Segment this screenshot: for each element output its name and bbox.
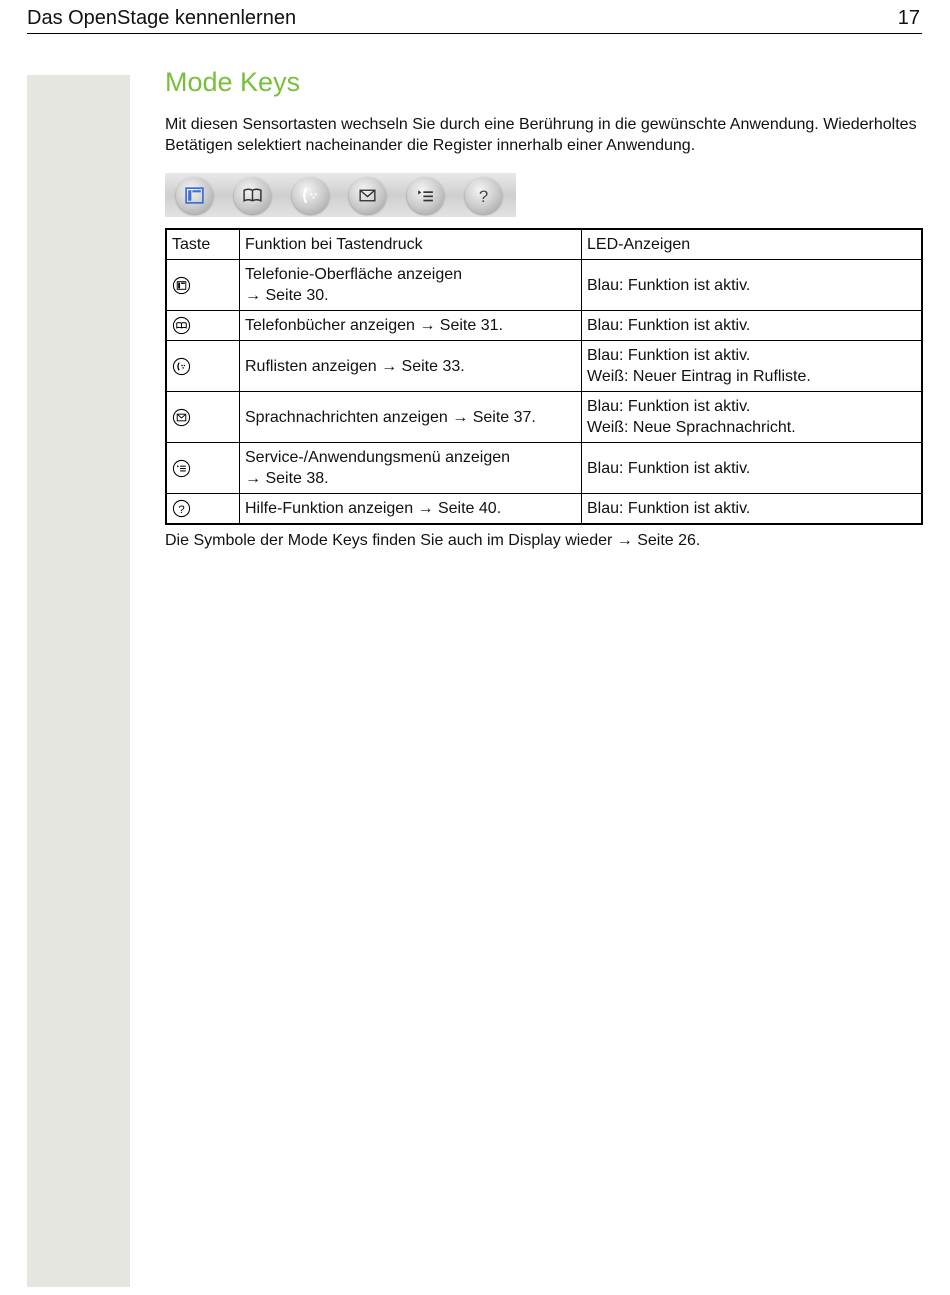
- page-reference-link[interactable]: → Seite 38.: [245, 470, 329, 487]
- call-list-icon: [172, 357, 191, 376]
- mode-keys-table: [165, 228, 923, 525]
- voicemail-icon: [357, 185, 378, 206]
- phonebook-icon: [242, 185, 263, 206]
- column-header-function: Funktion bei Tastendruck: [240, 229, 582, 260]
- function-text: Ruflisten anzeigen → Seite 33.: [245, 357, 465, 375]
- help-icon: [473, 185, 494, 206]
- table-row: [166, 260, 922, 311]
- menu-icon: [415, 185, 436, 206]
- key-symbol-cell: [166, 443, 240, 494]
- phonebook-icon: [172, 316, 191, 335]
- intro-paragraph: Mit diesen Sensortasten wechseln Sie durch eine Berührung in die gewünschte Anwendung. Wiederholtes Betätigen selektiert nacheinander die Register innerhalb einer Anwendung.: [165, 116, 917, 154]
- led-text: Blau: Funktion ist aktiv.: [587, 347, 751, 364]
- led-cell: [582, 494, 923, 524]
- function-text: Telefonbücher anzeigen → Seite 31.: [245, 317, 503, 334]
- table-row: [166, 392, 922, 443]
- table-row: [166, 311, 922, 341]
- led-text: Weiß: Neue Sprachnachricht.: [587, 419, 796, 436]
- page-number: 17: [897, 7, 920, 29]
- function-cell: [240, 392, 582, 443]
- key-symbol-cell: [166, 341, 240, 392]
- section-heading: Mode Keys: [165, 67, 301, 97]
- margin-sidebar: [27, 75, 130, 1287]
- led-cell: [582, 311, 923, 341]
- function-cell: [240, 443, 582, 494]
- phone-ui-icon: [172, 276, 191, 295]
- menu-icon: [172, 459, 191, 478]
- phone-ui-key: [176, 177, 213, 214]
- call-list-key: [292, 177, 329, 214]
- led-text: Weiß: Neuer Eintrag in Rufliste.: [587, 368, 811, 385]
- help-glyph: ?: [178, 503, 185, 516]
- function-cell: [240, 311, 582, 341]
- key-symbol-cell: [166, 392, 240, 443]
- help-icon: [172, 499, 191, 518]
- call-list-icon: [300, 185, 321, 206]
- table-row: [166, 494, 922, 524]
- led-text: Blau: Funktion ist aktiv.: [587, 499, 751, 517]
- help-glyph: ?: [478, 186, 489, 206]
- led-text: Blau: Funktion ist aktiv.: [587, 398, 751, 415]
- phone-ui-icon: [184, 185, 205, 206]
- help-key: [465, 177, 502, 214]
- table-row: [166, 443, 922, 494]
- led-text: Blau: Funktion ist aktiv.: [587, 459, 751, 477]
- key-symbol-cell: [166, 311, 240, 341]
- phonebook-key: [234, 177, 271, 214]
- function-cell: [240, 341, 582, 392]
- function-cell: [240, 494, 582, 524]
- led-cell: [582, 443, 923, 494]
- led-cell: [582, 392, 923, 443]
- column-header-led: LED-Anzeigen: [582, 229, 923, 260]
- chapter-title: Das OpenStage kennenlernen: [27, 7, 297, 29]
- led-cell: [582, 260, 923, 311]
- key-symbol-cell: [166, 494, 240, 524]
- led-cell: [582, 341, 923, 392]
- column-header-key: Taste: [166, 229, 240, 260]
- footer-note: Die Symbole der Mode Keys finden Sie auch im Display wieder → Seite 26.: [165, 532, 701, 549]
- voicemail-key: [349, 177, 386, 214]
- function-text: Telefonie-Oberfläche anzeigen: [245, 266, 463, 283]
- voicemail-icon: [172, 408, 191, 427]
- key-symbol-cell: [166, 260, 240, 311]
- page-header: [27, 6, 922, 34]
- mode-keys-image: [165, 173, 516, 217]
- led-text: Blau: Funktion ist aktiv.: [587, 276, 751, 294]
- menu-key: [407, 177, 444, 214]
- function-text: Hilfe-Funktion anzeigen → Seite 40.: [245, 499, 502, 517]
- function-cell: [240, 260, 582, 311]
- led-text: Blau: Funktion ist aktiv.: [587, 317, 751, 334]
- function-text: Sprachnachrichten anzeigen → Seite 37.: [245, 408, 536, 426]
- table-row: [166, 341, 922, 392]
- page-reference-link[interactable]: → Seite 30.: [245, 287, 329, 304]
- function-text: Service-/Anwendungsmenü anzeigen: [245, 449, 511, 466]
- table-header-row: [166, 229, 922, 260]
